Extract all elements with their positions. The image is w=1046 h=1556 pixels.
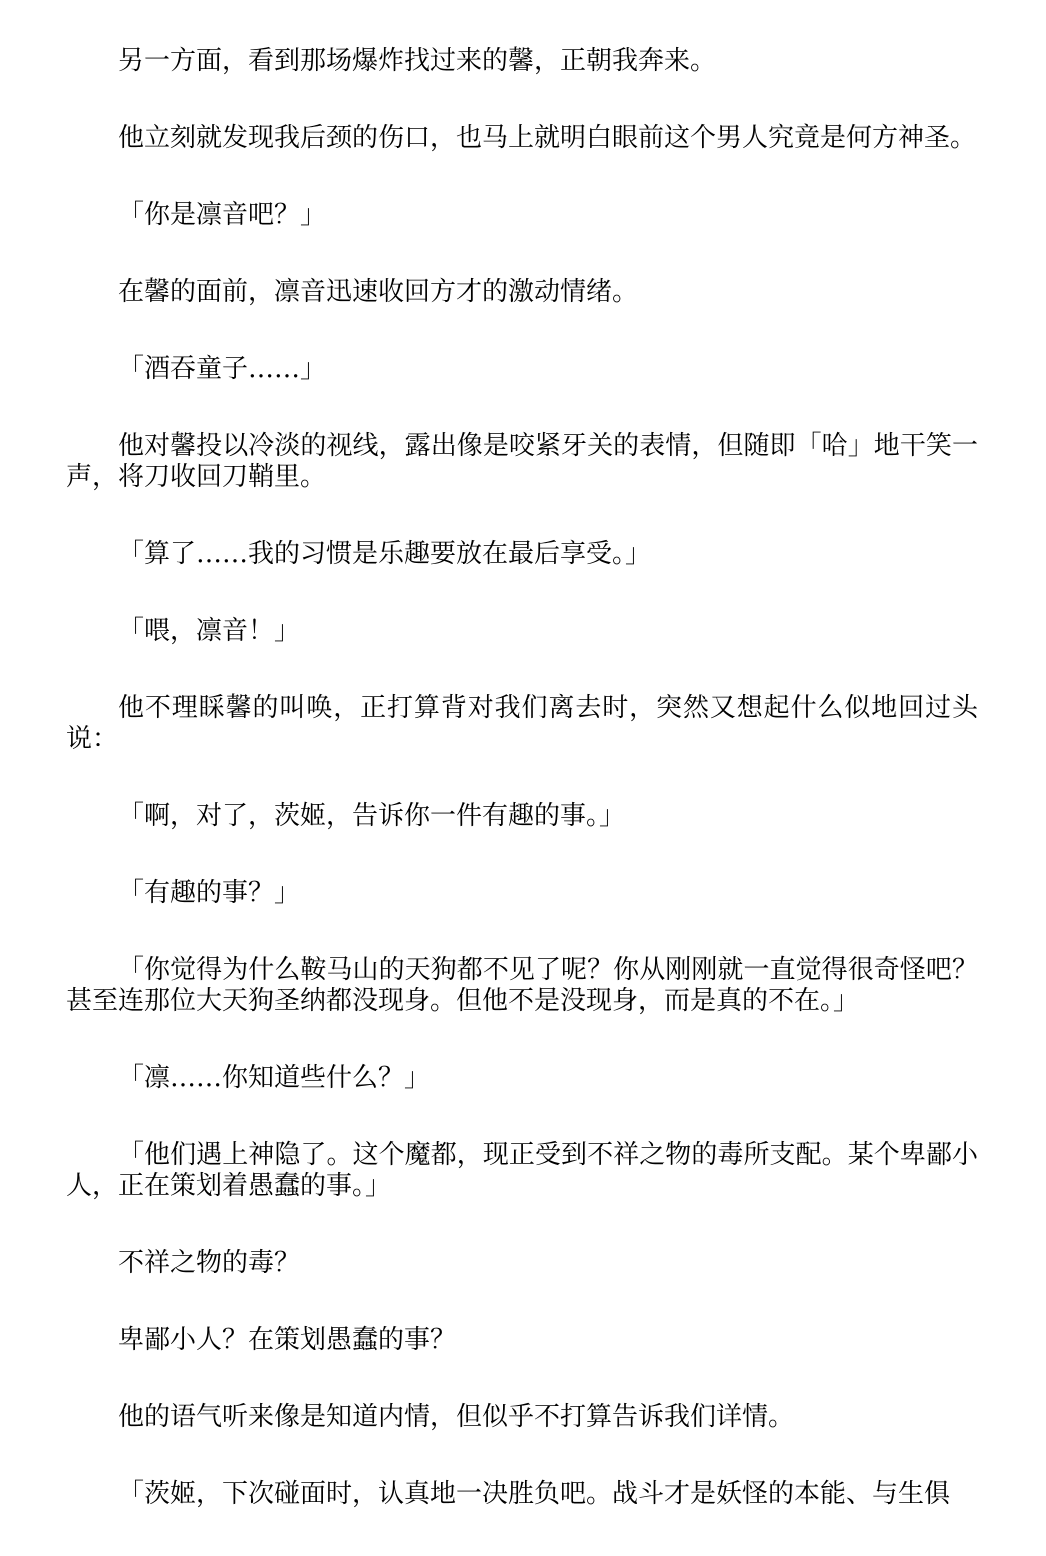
paragraph: 「凛……你知道些什么？」 <box>118 1063 431 1093</box>
paragraph: 另一方面，看到那场爆炸找过来的馨，正朝我奔来。 <box>118 46 717 76</box>
paragraph: 「喂，凛音！」 <box>118 616 301 646</box>
paragraph: 「算了……我的习惯是乐趣要放在最后享受。」 <box>118 539 652 569</box>
paragraph: 「酒吞童子……」 <box>118 354 327 384</box>
paragraph: 「有趣的事？」 <box>118 878 301 908</box>
paragraph: 不祥之物的毒？ <box>118 1248 301 1278</box>
paragraph: 他不理睬馨的叫唤，正打算背对我们离去时，突然又想起什么似地回过头说： <box>66 693 978 754</box>
paragraph: 他立刻就发现我后颈的伤口，也马上就明白眼前这个男人究竟是何方神圣。 <box>118 123 977 153</box>
paragraph: 卑鄙小人？在策划愚蠢的事？ <box>118 1325 457 1355</box>
paragraph: 「你是凛音吧？」 <box>118 200 327 230</box>
paragraph: 他对馨投以冷淡的视线，露出像是咬紧牙关的表情，但随即「哈」地干笑一声，将刀收回刀鞘里。 <box>66 431 978 492</box>
paragraph: 「他们遇上神隐了。这个魔都，现正受到不祥之物的毒所支配。某个卑鄙小人，正在策划着愚蠢的事。」 <box>66 1140 978 1201</box>
paragraph: 在馨的面前，凛音迅速收回方才的激动情绪。 <box>118 277 639 307</box>
paragraph: 「你觉得为什么鞍马山的天狗都不见了呢？你从刚刚就一直觉得很奇怪吧？甚至连那位大天狗圣纳都没现身。但他不是没现身，而是真的不在。」 <box>66 955 978 1016</box>
page-body <box>66 46 978 1556</box>
paragraph: 他的语气听来像是知道内情，但似乎不打算告诉我们详情。 <box>118 1402 795 1432</box>
paragraph: 「茨姬，下次碰面时，认真地一决胜负吧。战斗才是妖怪的本能、与生俱 <box>118 1479 951 1509</box>
paragraph: 「啊，对了，茨姬，告诉你一件有趣的事。」 <box>118 801 626 831</box>
